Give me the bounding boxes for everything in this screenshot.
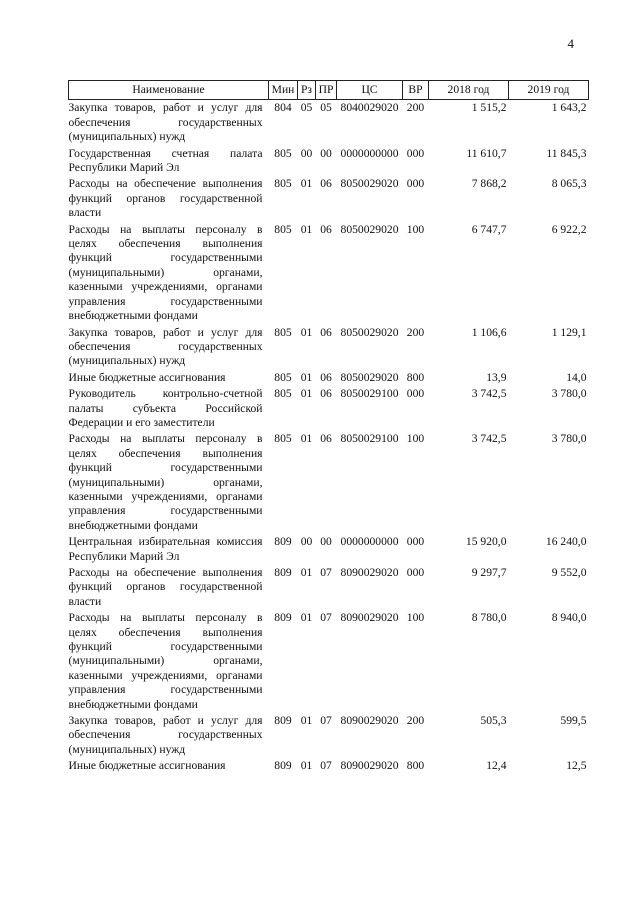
cell-rz: 01 bbox=[300, 714, 313, 728]
cell-min: 805 bbox=[274, 432, 292, 446]
cell-y2018: 15 920,0 bbox=[465, 535, 507, 549]
cell-vr: 200 bbox=[406, 101, 425, 115]
cell-y2018: 11 610,7 bbox=[466, 146, 507, 160]
cell-vr: 100 bbox=[406, 222, 425, 236]
cell-name: Закупка товаров, работ и услуг для обеспечения государственных (муниципальных) нужд bbox=[68, 325, 263, 368]
cell-y2018: 505,3 bbox=[480, 714, 507, 728]
table-row bbox=[69, 565, 589, 610]
cell-cs: 8050029020 bbox=[340, 370, 399, 384]
cell-pr: 07 bbox=[320, 714, 332, 728]
table-body bbox=[69, 100, 589, 775]
cell-vr: 000 bbox=[406, 387, 425, 401]
cell-cs: 8050029020 bbox=[340, 177, 399, 191]
table-row bbox=[69, 176, 589, 221]
cell-pr: 06 bbox=[320, 370, 332, 384]
cell-name: Расходы на выплаты персоналу в целях обеспечения выполнения функций государственными (муниципальными) органами, казенными учреждениями, органами управления государственными внебюджетными фондами bbox=[68, 432, 263, 532]
table-row bbox=[69, 100, 589, 146]
header-name: Наименование bbox=[69, 81, 269, 100]
cell-cs: 8050029020 bbox=[340, 325, 399, 339]
cell-cs: 8050029100 bbox=[340, 387, 399, 401]
cell-vr: 100 bbox=[406, 611, 425, 625]
cell-cs: 8050029020 bbox=[340, 222, 399, 236]
cell-name: Закупка товаров, работ и услуг для обеспечения государственных (муниципальных) нужд bbox=[68, 714, 263, 756]
header-rz: Рз bbox=[298, 81, 316, 100]
page-number: 4 bbox=[567, 36, 574, 51]
cell-name: Иные бюджетные ассигнования bbox=[68, 759, 226, 773]
cell-pr: 00 bbox=[320, 535, 332, 549]
cell-min: 809 bbox=[274, 714, 292, 728]
cell-rz: 00 bbox=[300, 146, 313, 160]
cell-y2019: 6 922,2 bbox=[551, 222, 587, 236]
cell-pr: 07 bbox=[320, 759, 332, 773]
header-cs: ЦС bbox=[337, 81, 403, 100]
cell-y2019: 14,0 bbox=[566, 370, 587, 384]
cell-cs: 8090029020 bbox=[340, 759, 399, 773]
cell-min: 809 bbox=[274, 566, 292, 579]
cell-y2019: 9 552,0 bbox=[551, 566, 587, 579]
cell-name: Государственная счетная палата Республики Марий Эл bbox=[68, 146, 263, 175]
cell-cs: 0000000000 bbox=[340, 535, 399, 549]
table-row bbox=[69, 758, 589, 774]
cell-pr: 06 bbox=[320, 432, 332, 446]
cell-name: Расходы на обеспечение выполнения функций органов государственной власти bbox=[68, 177, 263, 220]
table-row bbox=[69, 431, 589, 534]
cell-cs: 0000000000 bbox=[340, 146, 399, 160]
header-pr: ПР bbox=[316, 81, 337, 100]
header-2018: 2018 год bbox=[429, 81, 509, 100]
cell-y2019: 599,5 bbox=[560, 714, 587, 728]
cell-cs: 8090029020 bbox=[340, 611, 399, 625]
cell-min: 809 bbox=[274, 611, 292, 625]
cell-min: 809 bbox=[274, 535, 292, 549]
table-row bbox=[69, 534, 589, 565]
cell-rz: 01 bbox=[300, 222, 313, 236]
cell-y2018: 6 747,7 bbox=[471, 222, 507, 236]
cell-name: Центральная избирательная комиссия Республики Марий Эл bbox=[68, 535, 263, 563]
cell-vr: 100 bbox=[406, 432, 425, 446]
table-header-row bbox=[69, 81, 589, 100]
cell-min: 805 bbox=[274, 325, 292, 339]
cell-cs: 8050029100 bbox=[340, 432, 399, 446]
cell-y2018: 3 742,5 bbox=[471, 432, 507, 446]
cell-pr: 00 bbox=[320, 146, 332, 160]
cell-name: Иные бюджетные ассигнования bbox=[68, 370, 226, 384]
header-2019: 2019 год bbox=[509, 81, 589, 100]
cell-rz: 01 bbox=[300, 370, 313, 384]
cell-min: 804 bbox=[274, 101, 292, 115]
cell-min: 809 bbox=[274, 759, 292, 773]
cell-min: 805 bbox=[274, 222, 292, 236]
table-row bbox=[69, 386, 589, 431]
cell-min: 805 bbox=[274, 146, 292, 160]
cell-pr: 06 bbox=[320, 177, 332, 191]
table-row bbox=[69, 325, 589, 370]
table-row bbox=[69, 222, 589, 325]
cell-pr: 06 bbox=[320, 387, 332, 401]
cell-y2018: 8 780,0 bbox=[471, 611, 507, 625]
cell-rz: 05 bbox=[300, 101, 313, 115]
cell-y2019: 16 240,0 bbox=[545, 535, 587, 549]
cell-rz: 01 bbox=[300, 566, 313, 579]
header-vr: ВР bbox=[403, 81, 429, 100]
cell-y2019: 1 129,1 bbox=[551, 325, 587, 339]
cell-y2018: 1 515,2 bbox=[471, 101, 507, 115]
cell-vr: 800 bbox=[406, 370, 425, 384]
cell-cs: 8090029020 bbox=[340, 566, 399, 579]
cell-vr: 800 bbox=[406, 759, 425, 773]
cell-min: 805 bbox=[274, 177, 292, 191]
budget-table bbox=[68, 80, 589, 775]
cell-rz: 01 bbox=[300, 611, 313, 625]
cell-pr: 06 bbox=[320, 222, 332, 236]
table-row bbox=[69, 146, 589, 177]
cell-rz: 01 bbox=[300, 432, 313, 446]
cell-y2019: 1 643,2 bbox=[551, 101, 587, 115]
cell-vr: 000 bbox=[406, 177, 425, 191]
cell-name: Руководитель контрольно-счетной палаты субъекта Российской Федерации и его заместители bbox=[68, 387, 263, 429]
cell-rz: 01 bbox=[300, 387, 313, 401]
cell-vr: 200 bbox=[406, 714, 425, 728]
cell-y2019: 3 780,0 bbox=[551, 432, 587, 446]
table-row bbox=[69, 610, 589, 713]
cell-vr: 000 bbox=[406, 146, 425, 160]
cell-cs: 8090029020 bbox=[340, 714, 399, 728]
cell-name: Расходы на обеспечение выполнения функций органов государственной власти bbox=[68, 566, 263, 608]
cell-rz: 01 bbox=[300, 177, 313, 191]
cell-name: Расходы на выплаты персоналу в целях обеспечения выполнения функций государственными (муниципальными) органами, казенными учреждениями, органами управления государственными внебюджетными фондами bbox=[68, 611, 263, 711]
cell-y2018: 13,9 bbox=[486, 370, 507, 384]
cell-y2018: 1 106,6 bbox=[471, 325, 507, 339]
cell-y2019: 3 780,0 bbox=[551, 387, 587, 401]
cell-y2018: 12,4 bbox=[486, 759, 507, 773]
cell-rz: 00 bbox=[300, 535, 313, 549]
cell-y2019: 8 065,3 bbox=[551, 177, 587, 191]
cell-y2018: 3 742,5 bbox=[471, 387, 507, 401]
cell-vr: 200 bbox=[406, 325, 425, 339]
cell-name: Расходы на выплаты персоналу в целях обеспечения выполнения функций государственными (муниципальными) органами, казенными учреждениями, органами управления государственными внебюджетными фондами bbox=[68, 222, 263, 323]
header-min: Мин bbox=[269, 81, 298, 100]
cell-y2018: 7 868,2 bbox=[471, 177, 507, 191]
cell-name: Закупка товаров, работ и услуг для обеспечения государственных (муниципальных) нужд bbox=[68, 101, 263, 144]
table-row bbox=[69, 713, 589, 758]
cell-cs: 8040029020 bbox=[340, 101, 399, 115]
cell-min: 805 bbox=[274, 387, 292, 401]
cell-pr: 07 bbox=[320, 566, 332, 579]
cell-y2019: 8 940,0 bbox=[551, 611, 587, 625]
cell-pr: 05 bbox=[320, 101, 332, 115]
cell-vr: 000 bbox=[406, 566, 425, 579]
cell-vr: 000 bbox=[406, 535, 425, 549]
cell-y2019: 11 845,3 bbox=[546, 146, 587, 160]
cell-y2019: 12,5 bbox=[566, 759, 587, 773]
cell-pr: 06 bbox=[320, 325, 332, 339]
cell-rz: 01 bbox=[300, 759, 313, 773]
cell-y2018: 9 297,7 bbox=[471, 566, 507, 579]
cell-pr: 07 bbox=[320, 611, 332, 625]
cell-min: 805 bbox=[274, 370, 292, 384]
cell-rz: 01 bbox=[300, 325, 313, 339]
table-row bbox=[69, 370, 589, 386]
